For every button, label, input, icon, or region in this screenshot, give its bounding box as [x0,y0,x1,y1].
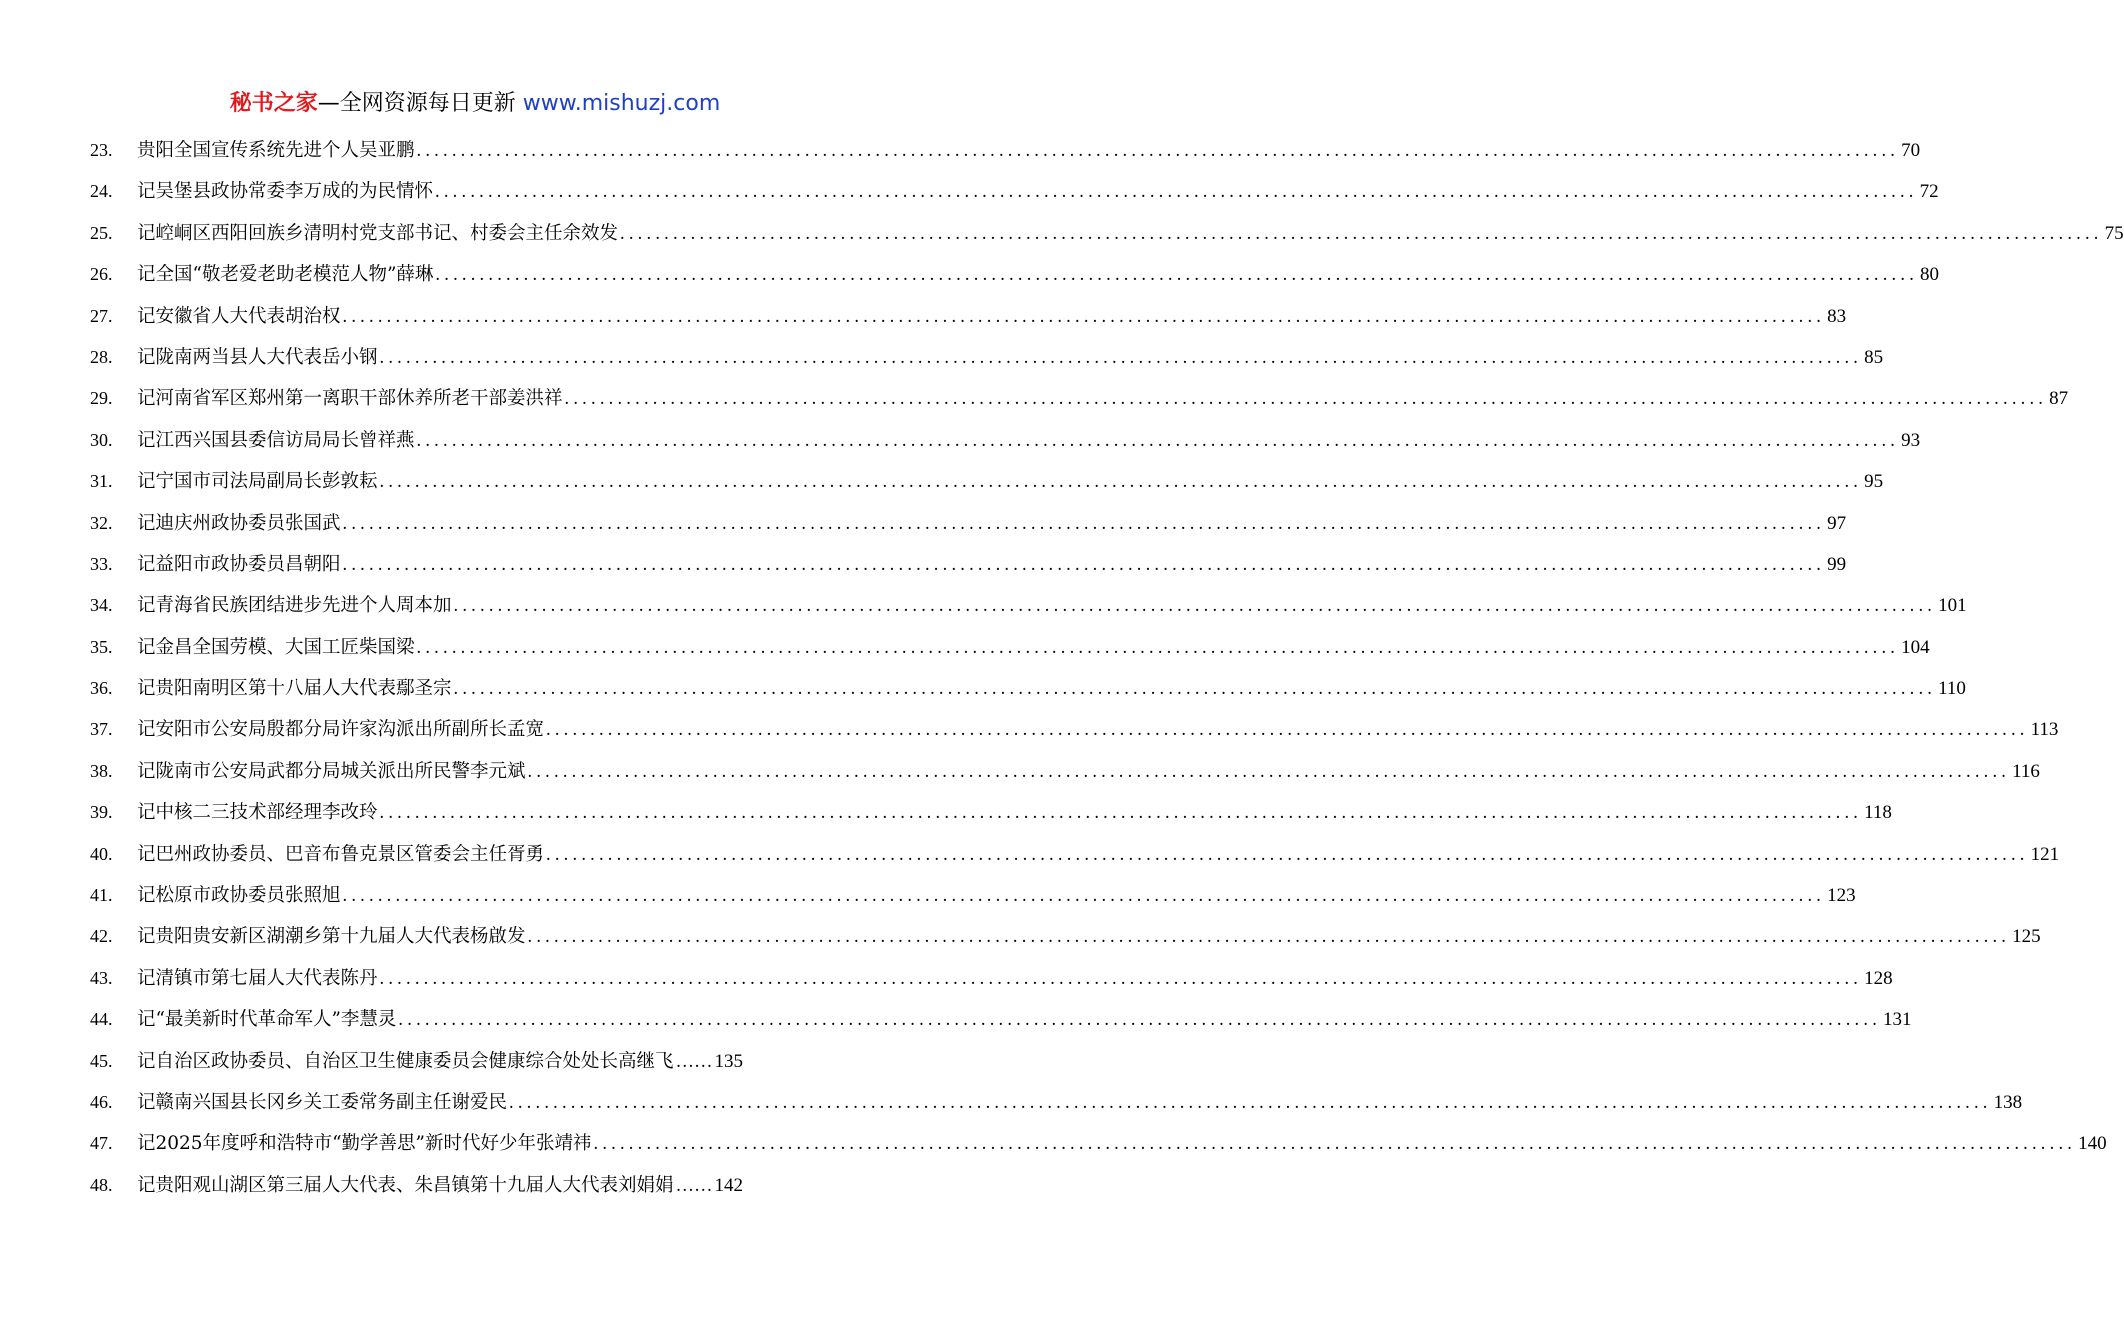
toc-entry-title: 记全国“敬老爱老助老模范人物”薛琳 [137,264,434,286]
toc-dot-leader [380,462,1863,503]
toc-entry[interactable] [90,751,2040,792]
toc-entry-number: 44. [90,1009,113,1030]
toc-dot-leader [546,835,2029,876]
toc-entry-page: 110 [1938,678,1966,700]
toc-dot-leader [528,752,2011,793]
toc-dot-leader [343,504,1826,545]
toc-entry-title: 记益阳市政协委员昌朝阳 [137,553,341,575]
toc-dot-leader [565,379,2048,420]
toc-entry-page: 87 [2049,388,2069,410]
toc-entry-title: 记江西兴国县委信访局局长曾祥燕 [137,429,415,451]
toc-entry-number: 27. [90,305,113,326]
toc-entry-number: 25. [90,222,113,243]
toc-entry[interactable] [90,1041,860,1082]
toc-dot-leader [343,297,1826,338]
toc-entry-title: 记宁国市司法局副局长彭敦耘 [137,471,378,493]
toc-entry-title: 记吴堡县政协常委李万成的为民情怀 [137,181,434,203]
toc-entry-number: 30. [90,429,113,450]
toc-entry[interactable] [90,1165,860,1206]
toc-entry-title: 记安阳市公安局殷都分局许家沟派出所副所长孟宽 [137,719,545,741]
toc-entry[interactable] [90,834,2060,875]
toc-entry[interactable] [90,999,1912,1040]
toc-entry-title: 贵阳全国宣传系统先进个人吴亚鹏 [137,140,415,161]
toc-entry-number: 29. [90,388,113,409]
table-of-contents [90,130,2124,1206]
toc-entry-title: 记清镇市第七届人大代表陈丹 [137,967,378,989]
toc-dot-leader [417,131,1900,172]
toc-dot-leader [454,586,1937,627]
toc-entry-title: 记青海省民族团结进步先进个人周本加 [137,595,452,617]
toc-dot-leader [509,1083,1992,1124]
toc-entry-page: 125 [2012,926,2041,948]
toc-entry-title: 记贵阳贵安新区湖潮乡第十九届人大代表杨啟发 [137,926,526,948]
toc-entry[interactable] [90,544,1847,585]
toc-dot-leader [435,255,1918,296]
toc-entry[interactable] [90,213,2124,254]
toc-entry[interactable] [90,378,2069,419]
toc-dot-leader [398,1000,1881,1041]
toc-entry-title: 记中核二三技术部经理李改玲 [137,802,378,824]
toc-entry-number: 31. [90,471,113,492]
toc-dot-leader [528,917,2011,958]
toc-entry-page: 135 [714,1050,744,1072]
toc-dot-leader [620,214,2103,255]
site-url[interactable]: www.mishuzj.com [522,91,721,116]
toc-dot-leader [546,710,2029,751]
toc-entry-number: 39. [90,802,113,823]
toc-entry-page: 140 [2078,1133,2107,1155]
toc-entry[interactable] [90,1123,2107,1164]
toc-entry[interactable] [90,337,1884,378]
toc-entry-title: 记“最美新时代革命军人”李慧灵 [137,1009,397,1031]
toc-entry-number: 43. [90,967,113,988]
toc-entry-title: 记迪庆州政协委员张国武 [137,512,341,534]
toc-dot-leader [380,959,1863,1000]
toc-dot-leader [343,876,1826,917]
toc-entry-number: 34. [90,595,113,616]
toc-entry-page: 95 [1864,471,1884,493]
toc-entry[interactable] [90,1082,2023,1123]
toc-entry-title: 记自治区政协委员、自治区卫生健康委员会健康综合处处长高继飞 [137,1050,674,1072]
toc-entry-title: 记安徽省人大代表胡治权 [137,305,341,327]
toc-entry-number: 35. [90,636,113,657]
toc-entry[interactable] [90,130,1921,171]
toc-dot-leader [676,1042,713,1083]
toc-entry-page: 116 [2012,760,2040,782]
toc-dot-leader [380,338,1863,379]
toc-entry-page: 113 [2030,719,2059,741]
toc-entry-page: 83 [1827,305,1847,327]
toc-entry-page: 75 [2104,222,2124,244]
toc-entry-title: 记赣南兴国县长冈乡关工委常务副主任谢爱民 [137,1091,508,1113]
toc-dot-leader [594,1124,2077,1165]
toc-entry[interactable] [90,171,1939,212]
toc-entry-number: 36. [90,678,113,699]
toc-entry[interactable] [90,709,2059,750]
toc-dot-leader [380,793,1863,834]
toc-entry-page: 138 [1993,1091,2023,1113]
site-brand: 秘书之家 [229,91,318,116]
toc-entry[interactable] [90,792,1892,833]
toc-entry-page: 70 [1901,140,1921,161]
toc-entry-number: 38. [90,760,113,781]
toc-entry-number: 42. [90,926,113,947]
toc-entry-number: 45. [90,1050,113,1071]
toc-entry-title: 记贵阳南明区第十八届人大代表鄢圣宗 [137,678,452,700]
toc-entry-page: 85 [1864,346,1884,368]
toc-entry-page: 118 [1864,802,1892,824]
toc-dot-leader [435,172,1918,213]
toc-entry-page: 128 [1864,967,1893,989]
toc-entry-page: 93 [1901,429,1921,451]
toc-entry-page: 97 [1827,512,1847,534]
toc-entry-title: 记崆峒区西阳回族乡清明村党支部书记、村委会主任余效发 [137,222,619,244]
toc-entry-number: 46. [90,1091,113,1112]
toc-dot-leader [454,669,1937,710]
toc-dot-leader [676,1166,713,1207]
toc-entry-title: 记河南省军区郑州第一离职干部休养所老干部姜洪祥 [137,388,563,410]
toc-entry-title: 记陇南市公安局武都分局城关派出所民警李元斌 [137,760,526,782]
toc-entry[interactable] [90,461,1884,502]
toc-dot-leader [343,545,1826,586]
toc-entry-number: 24. [90,181,113,202]
toc-entry-page: 121 [2030,843,2060,865]
toc-entry-page: 123 [1827,885,1856,907]
toc-entry-number: 33. [90,553,113,574]
toc-entry-page: 142 [714,1174,744,1196]
toc-entry-page: 131 [1883,1009,1912,1031]
toc-entry-number: 37. [90,719,113,740]
toc-entry-number: 26. [90,264,113,285]
toc-entry[interactable] [90,585,1967,626]
toc-entry[interactable] [90,420,1921,461]
toc-entry-title: 记贵阳观山湖区第三届人大代表、朱昌镇第十九届人大代表刘娟娟 [137,1174,674,1196]
toc-entry[interactable] [90,958,1893,999]
toc-entry-number: 41. [90,885,113,906]
toc-entry[interactable] [90,503,1847,544]
toc-entry-title: 记2025年度呼和浩特市“勤学善思”新时代好少年张靖祎 [137,1133,592,1155]
toc-entry[interactable] [90,296,1847,337]
toc-entry[interactable] [90,254,1940,295]
toc-entry[interactable] [90,875,1856,916]
toc-entry-page: 80 [1920,264,1940,286]
toc-entry[interactable] [90,627,1930,668]
toc-dot-leader [417,628,1900,669]
toc-entry-title: 记金昌全国劳模、大国工匠柴国梁 [137,636,415,658]
toc-entry[interactable] [90,916,2041,957]
toc-entry-number: 40. [90,843,113,864]
toc-entry-page: 99 [1827,553,1847,575]
toc-entry-number: 47. [90,1133,113,1154]
toc-entry-number: 23. [90,140,113,160]
toc-dot-leader [417,421,1900,462]
toc-entry[interactable] [90,668,1966,709]
toc-entry-number: 28. [90,346,113,367]
toc-entry-number: 32. [90,512,113,533]
toc-entry-title: 记陇南两当县人大代表岳小钢 [137,346,378,368]
toc-entry-title: 记松原市政协委员张照旭 [137,885,341,907]
toc-entry-page: 101 [1938,595,1967,617]
toc-entry-number: 48. [90,1174,113,1195]
site-header [0,86,950,122]
toc-entry-page: 72 [1919,181,1939,203]
toc-entry-title: 记巴州政协委员、巴音布鲁克景区管委会主任胥勇 [137,843,545,865]
toc-entry-page: 104 [1901,636,1930,658]
site-tagline: —全网资源每日更新 [317,91,523,116]
